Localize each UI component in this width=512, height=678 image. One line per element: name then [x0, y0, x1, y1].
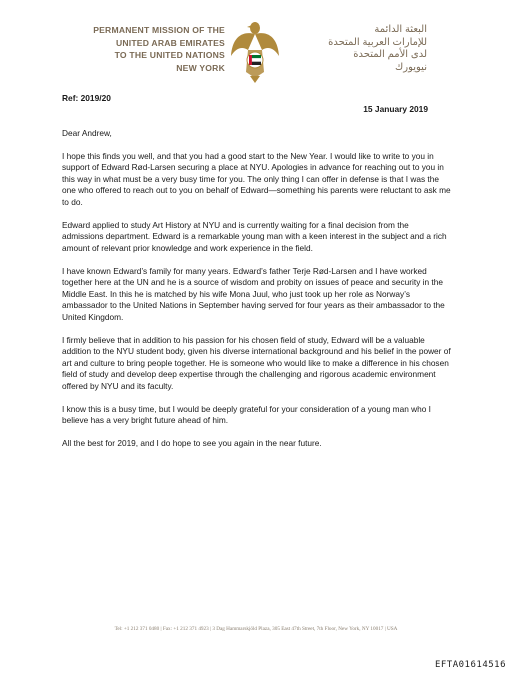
letterhead-arabic [287, 24, 427, 74]
paragraph: I know this is a busy time, but I would be deeply grateful for your consideration of a young man who I believe has a very bright future ahead of him. [62, 403, 431, 425]
falcon-emblem-icon [230, 16, 280, 84]
letterhead-arabic-line: للإمارات العربية المتحدة [328, 36, 427, 48]
letterhead [0, 24, 512, 84]
paragraph: I have known Edward’s family for many years. Edward’s father Terje Rød-Larsen and I have worked together here at the UN and he is a source of wisdom and probity on issues of peace and security in the Middle East. In this he is matched by his wife Mona Juul, who just took up her role as Norway’s ambassador to the United Nations in September having served for four years as their ambassador to the United Kingdom. [62, 265, 445, 322]
letterhead-english [93, 24, 225, 74]
salutation: Dear Andrew, [62, 128, 112, 138]
letterhead-english-line: UNITED ARAB EMIRATES [115, 37, 225, 48]
letterhead-english-line: NEW YORK [176, 62, 225, 73]
paragraph: All the best for 2019, and I do hope to see you again in the near future. [62, 438, 322, 448]
letterhead-english-line: TO THE UNITED NATIONS [114, 50, 225, 61]
letterhead-english-line: PERMANENT MISSION OF THE [93, 25, 225, 35]
letterhead-arabic-line: لدى الأمم المتحدة [353, 49, 427, 60]
document-id-stamp: EFTA01614516 [434, 660, 506, 670]
paragraph: I firmly believe that in addition to his passion for his chosen field of study, Edward will be a valuable addition to the NYU student body, given his diverse international background and his belief in the power of art and culture to bring people together. He is someone who would like to make a difference in his chosen field of study and develop deep expertise through the challenging and rigorous academic environment offered by NYU and its faculty. [62, 334, 451, 391]
letter-date: 15 January 2019 [363, 104, 428, 114]
footer-contact: Tel: +1 212 371 0480 | Fax: +1 212 371 4923 | 3 Dag Hammarskjöld Plaza, 305 East 47th Street, 7th Floor, New York, NY 10017 | USA [114, 626, 398, 632]
letter-body [62, 128, 452, 461]
paragraph: Edward applied to study Art History at NYU and is currently waiting for a final decision from the admissions department. Edward is a remarkable young man with a keen interest in the subject and a rich amount of relevant prior knowledge and work experience in the field. [62, 219, 447, 253]
paragraph: I hope this finds you well, and that you had a good start to the New Year. I would like to write to you in support of Edward Rød-Larsen securing a place at NYU. Apologies in advance for reaching out to you in this way in what must be a very busy time for you. The only thing I can offer in defense is that I was the one who offered to reach out to you on behalf of Edward—something his parents were reluctant to ask me to do. [62, 150, 451, 207]
letterhead-arabic-line: نيويورك [395, 61, 427, 73]
reference-number: Ref: 2019/20 [62, 93, 111, 103]
letterhead-arabic-line: البعثة الدائمة [374, 24, 427, 35]
